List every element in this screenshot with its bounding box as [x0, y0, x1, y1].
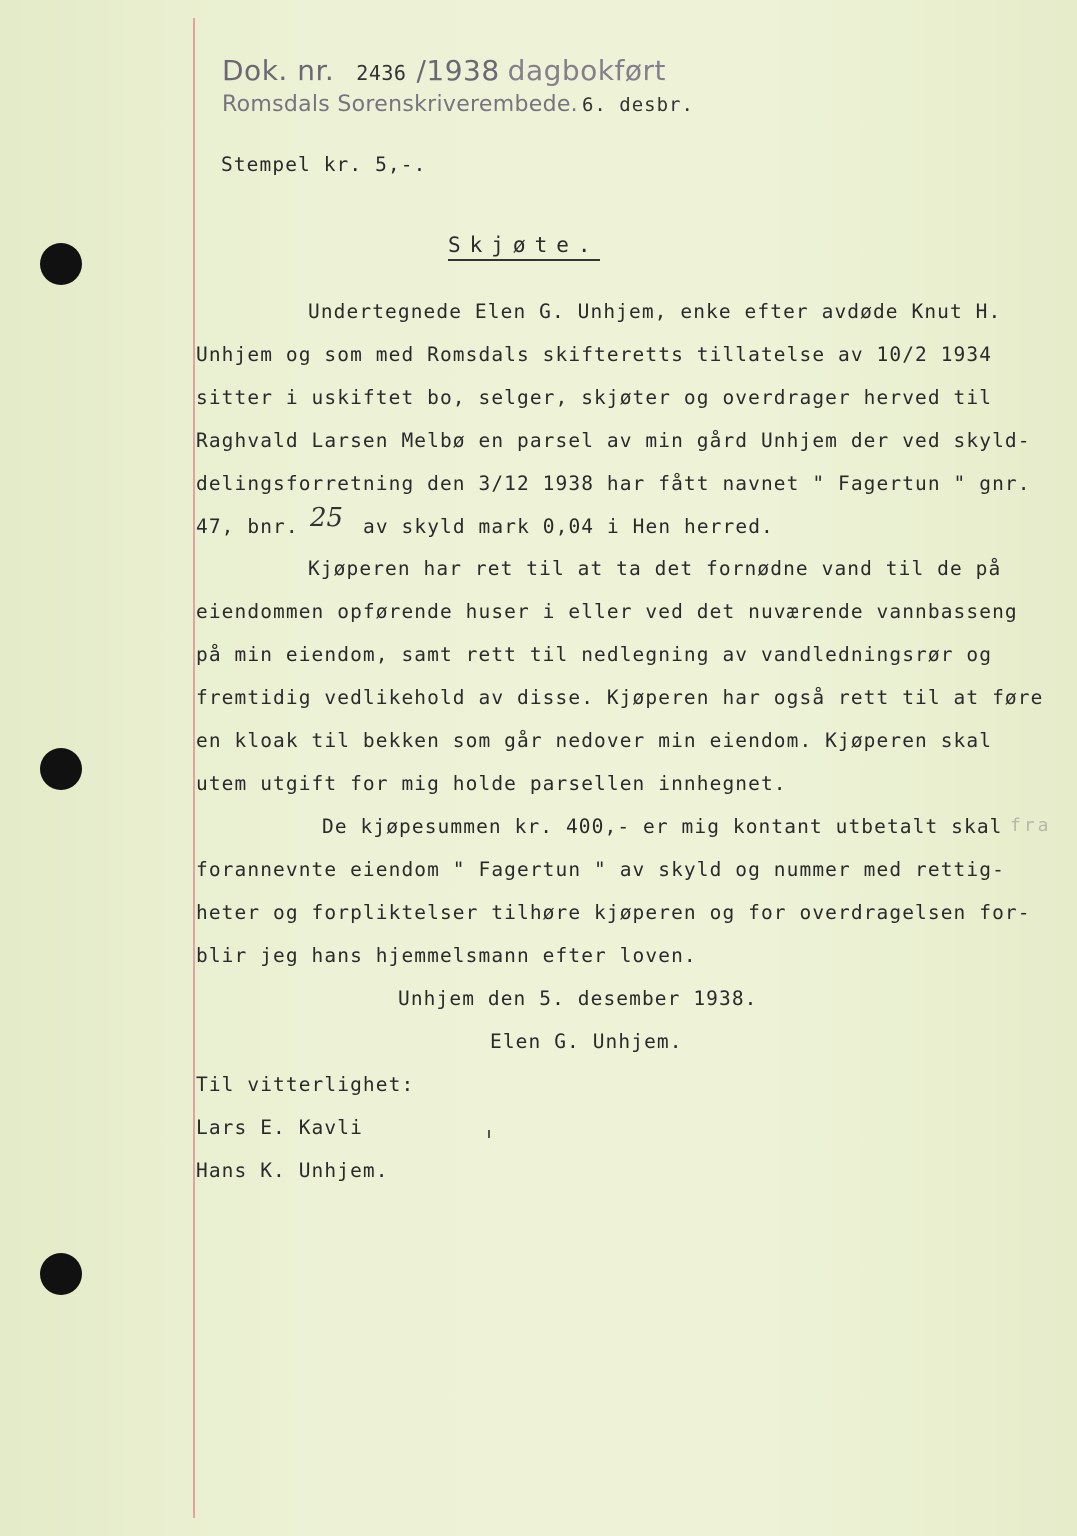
body-line-12: utem utgift for mig holde parsellen innhegnet.: [196, 772, 787, 795]
logged-label: dagbokført: [507, 54, 666, 87]
doc-label: Dok. nr.: [222, 54, 335, 87]
stamp-date: 6. desbr.: [581, 94, 694, 116]
witness-heading: Til vitterlighet:: [196, 1073, 415, 1096]
registry-stamp-line1: [222, 54, 666, 87]
punch-hole-top: [40, 243, 82, 285]
doc-number: 2436: [356, 61, 407, 85]
document-title: Skjøte.: [448, 233, 600, 261]
witness-1: Lars E. Kavli: [196, 1116, 363, 1139]
stamp-duty: Stempel kr. 5,-.: [221, 153, 427, 176]
margin-fragment: fra: [1010, 815, 1052, 836]
body-line-2: Unhjem og som med Romsdals skifteretts tillatelse av 10/2 1934: [196, 343, 993, 366]
body-line-4: Raghvald Larsen Melbø en parsel av min gård Unhjem der ved skyld-: [196, 429, 1031, 452]
body-line-16: blir jeg hans hjemmelsmann efter loven.: [196, 944, 697, 967]
office-name: Romsdals Sorenskriverembede.: [222, 92, 578, 117]
body-line-1: Undertegnede Elen G. Unhjem, enke efter avdøde Knut H.: [308, 300, 1002, 323]
body-line-5: delingsforretning den 3/12 1938 har fått navnet " Fagertun " gnr.: [196, 472, 1031, 495]
body-line-10: fremtidig vedlikehold av disse. Kjøperen har også rett til at føre: [196, 686, 1044, 709]
body-line-3: sitter i uskiftet bo, selger, skjøter og overdrager herved til: [196, 386, 993, 409]
punch-hole-middle: [40, 748, 82, 790]
place-date: Unhjem den 5. desember 1938.: [398, 987, 758, 1010]
signature: Elen G. Unhjem.: [490, 1030, 683, 1053]
doc-year: /1938: [416, 54, 500, 87]
witness-2: Hans K. Unhjem.: [196, 1159, 389, 1182]
body-line-6a: 47, bnr.: [196, 515, 299, 538]
body-line-6b: av skyld mark 0,04 i Hen herred.: [363, 515, 774, 538]
margin-rule: [193, 18, 195, 1518]
punch-hole-bottom: [40, 1253, 82, 1295]
registry-stamp-line2: [222, 92, 694, 117]
pen-mark: [488, 1130, 490, 1138]
body-line-9: på min eiendom, samt rett til nedlegning av vandledningsrør og: [196, 643, 993, 666]
body-line-11: en kloak til bekken som går nedover min eiendom. Kjøperen skal: [196, 729, 993, 752]
body-line-14: forannevnte eiendom " Fagertun " av skyld og nummer med rettig-: [196, 858, 1005, 881]
body-line-8: eiendommen opførende huser i eller ved det nuværende vannbasseng: [196, 600, 1018, 623]
handwritten-bnr: 25: [310, 503, 344, 533]
body-line-13: De kjøpesummen kr. 400,- er mig kontant utbetalt skal: [322, 815, 1003, 838]
body-line-15: heter og forpliktelser tilhøre kjøperen og for overdragelsen for-: [196, 901, 1031, 924]
body-line-7: Kjøperen har ret til at ta det fornødne vand til de på: [308, 557, 1002, 580]
